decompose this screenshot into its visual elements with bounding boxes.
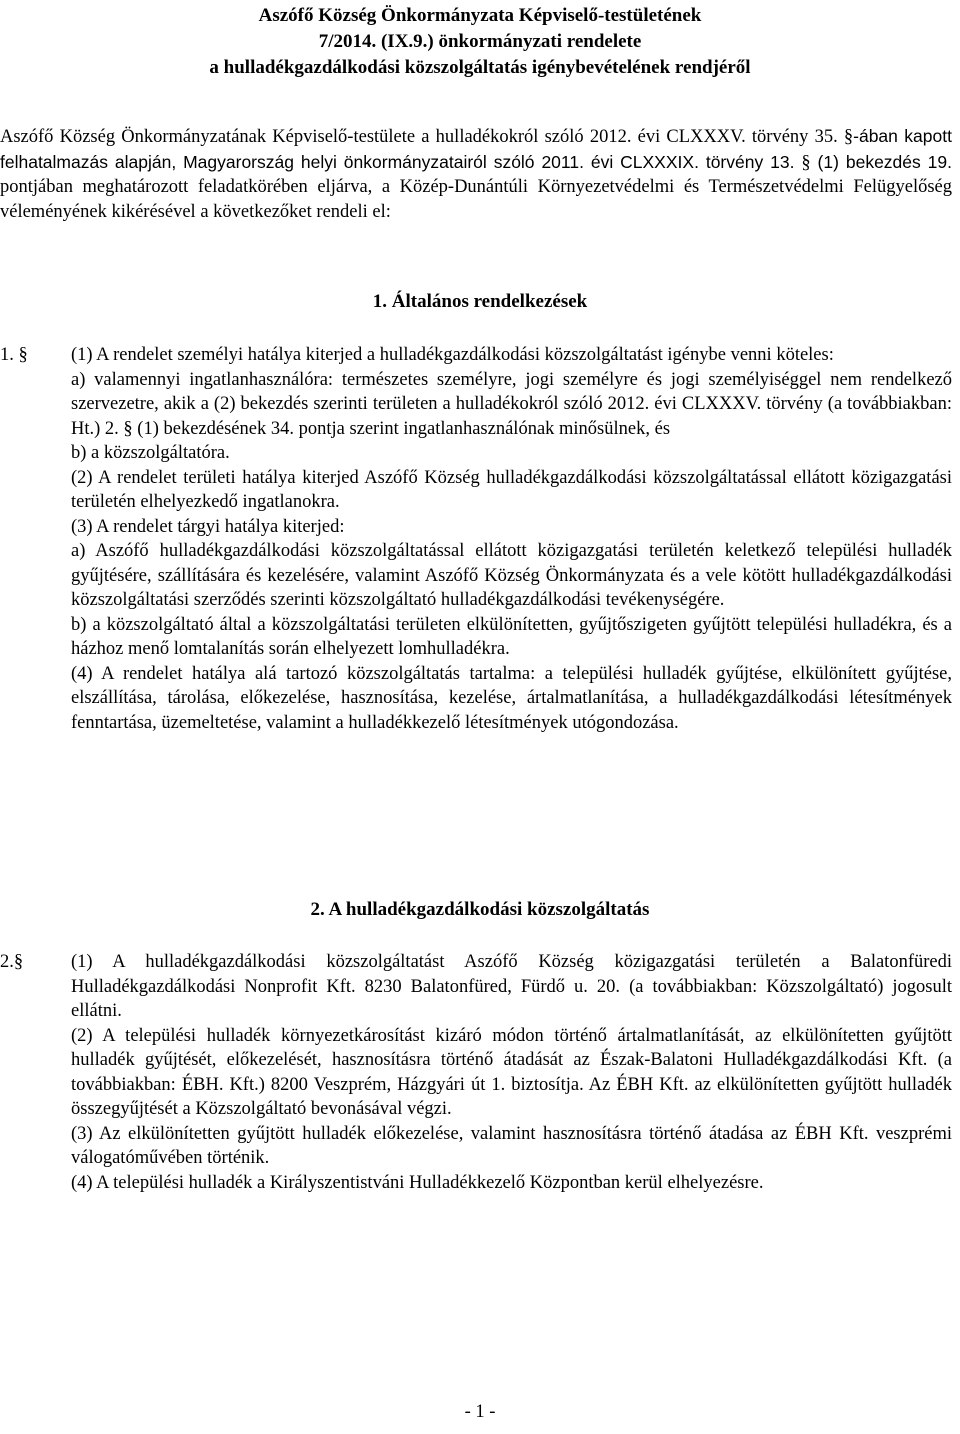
preamble-part-4: pontjában meghatározott feladatkörében eljárva, a Közép-Dunántúli Környezetvédelmi és Természetvédelmi Felügyelőség véleményének kikérésével a következőket rendeli el: [0, 177, 952, 222]
heading-general-provisions: 1. Általános rendelkezések [372, 291, 588, 312]
heading-public-service: 2. A hulladékgazdálkodási közszolgáltatás [310, 899, 650, 920]
paragraph: (2) A rendelet területi hatálya kiterjed Aszófő Község hulladékgazdálkodási közszolgáltatással ellátott közigazgatási területén elhelyezkedő ingatlanokra. [71, 467, 952, 512]
section-number: 2.§ [0, 952, 24, 972]
paragraph: (4) A rendelet hatálya alá tartozó közszolgáltatás tartalma: a települési hulladék gyűjtése, elkülönített gyűjtése, elszállítása, tárolása, előkezelése, hasznosítása, kezelése, ártalmatlanítása, a hulladékgazdálkodási létesítmények fenntartása, üzemeltetése, valamint a hulladékkezelő létesítmények utógondozása. [71, 663, 952, 733]
section-sign: § [843, 127, 854, 147]
section-2 [0, 950, 952, 1195]
preamble-paragraph [0, 124, 952, 224]
preamble-part-2: -ában kapott felhatalmazás alapján, Magyarország helyi önkormányzatairól szóló 2011. évi CLXXXIX. törvény 13. [0, 126, 952, 172]
preamble-part-3: (1) bekezdés 19. [810, 151, 953, 172]
paragraph: (1) A rendelet személyi hatálya kiterjed a hulladékgazdálkodási közszolgáltatást igénybe venni köteles: [71, 345, 834, 365]
preamble-part-1: Aszófő Község Önkormányzatának Képviselő-testülete a hulladékokról szóló 2012. évi CLXXXV. törvény 35. [0, 127, 844, 147]
section-1 [0, 343, 952, 735]
paragraph: b) a közszolgáltató által a közszolgáltatási területen elkülönítetten, gyűjtőszigeten gyűjtött települési hulladékra, és a házhoz menő lomtalanítás során elhelyezett lomhulladékra. [71, 614, 952, 659]
paragraph: a) valamennyi ingatlanhasználóra: természetes személyre, jogi személyre és jogi személyiséggel nem rendelkező szervezetre, akik a (2) bekezdés szerinti területen a hulladékokról szóló 2012. évi CLXXXV. törvény (a továbbiakban: Ht.) 2. § (1) bekezdésének 34. pontja szerint ingatlanhasználónak minősülnek, és [71, 369, 952, 439]
paragraph: (1) A hulladékgazdálkodási közszolgáltatást Aszófő Község közigazgatási területén a Balatonfüredi Hulladékgazdálkodási Nonprofit Kft. 8230 Balatonfüred, Fürdő u. 20. (a továbbiakban: Közszolgáltató) jogosult ellátni. [71, 952, 952, 1021]
title-line-2: 7/2014. (IX.9.) önkormányzati rendelete [318, 31, 642, 52]
paragraph: (3) Az elkülönítetten gyűjtött hulladék előkezelése, valamint hasznosításra történő átadása az ÉBH Kft. veszprémi válogatóművében történik. [71, 1123, 952, 1168]
paragraph: (4) A települési hulladék a Királyszentistváni Hulladékkezelő Központban kerül elhelyezésre. [71, 1172, 764, 1193]
page-number: - 1 - [464, 1402, 496, 1422]
paragraph: a) Aszófő hulladékgazdálkodási közszolgáltatással ellátott közigazgatási területén keletkező települési hulladék gyűjtésére, szállítására és kezelésére, valamint Aszófő Község Önkormányzata és a vele kötött hulladékgazdálkodási közszolgáltatási szerződés szerinti közszolgáltató hulladékgazdálkodási tevékenységére. [71, 541, 952, 610]
paragraph: b) a közszolgáltatóra. [71, 443, 230, 463]
document-title [0, 3, 960, 81]
title-line-1: Aszófő Község Önkormányzata Képviselő-testületének [258, 5, 702, 26]
paragraph: (3) A rendelet tárgyi hatálya kiterjed: [71, 516, 345, 537]
section-body [71, 950, 952, 1195]
section-body [71, 343, 952, 735]
section-sign: § [801, 152, 811, 173]
title-line-3: a hulladékgazdálkodási közszolgáltatás igénybevételének rendjéről [209, 57, 751, 78]
section-number: 1. § [0, 345, 28, 365]
paragraph: (2) A települési hulladék környezetkárosítást kizáró módon történő ártalmatlanítását, az elkülönítetten gyűjtött hulladék gyűjtését, előkezelését, hasznosításra történő átadását az Észak-Balatoni Hulladékgazdálkodási Kft. (a továbbiakban: ÉBH. Kft.) 8200 Veszprém, Házgyári út 1. biztosítja. Az ÉBH Kft. az elkülönítetten gyűjtött hulladék összegyűjtését a Közszolgáltató bevonásával végzi. [71, 1025, 952, 1119]
